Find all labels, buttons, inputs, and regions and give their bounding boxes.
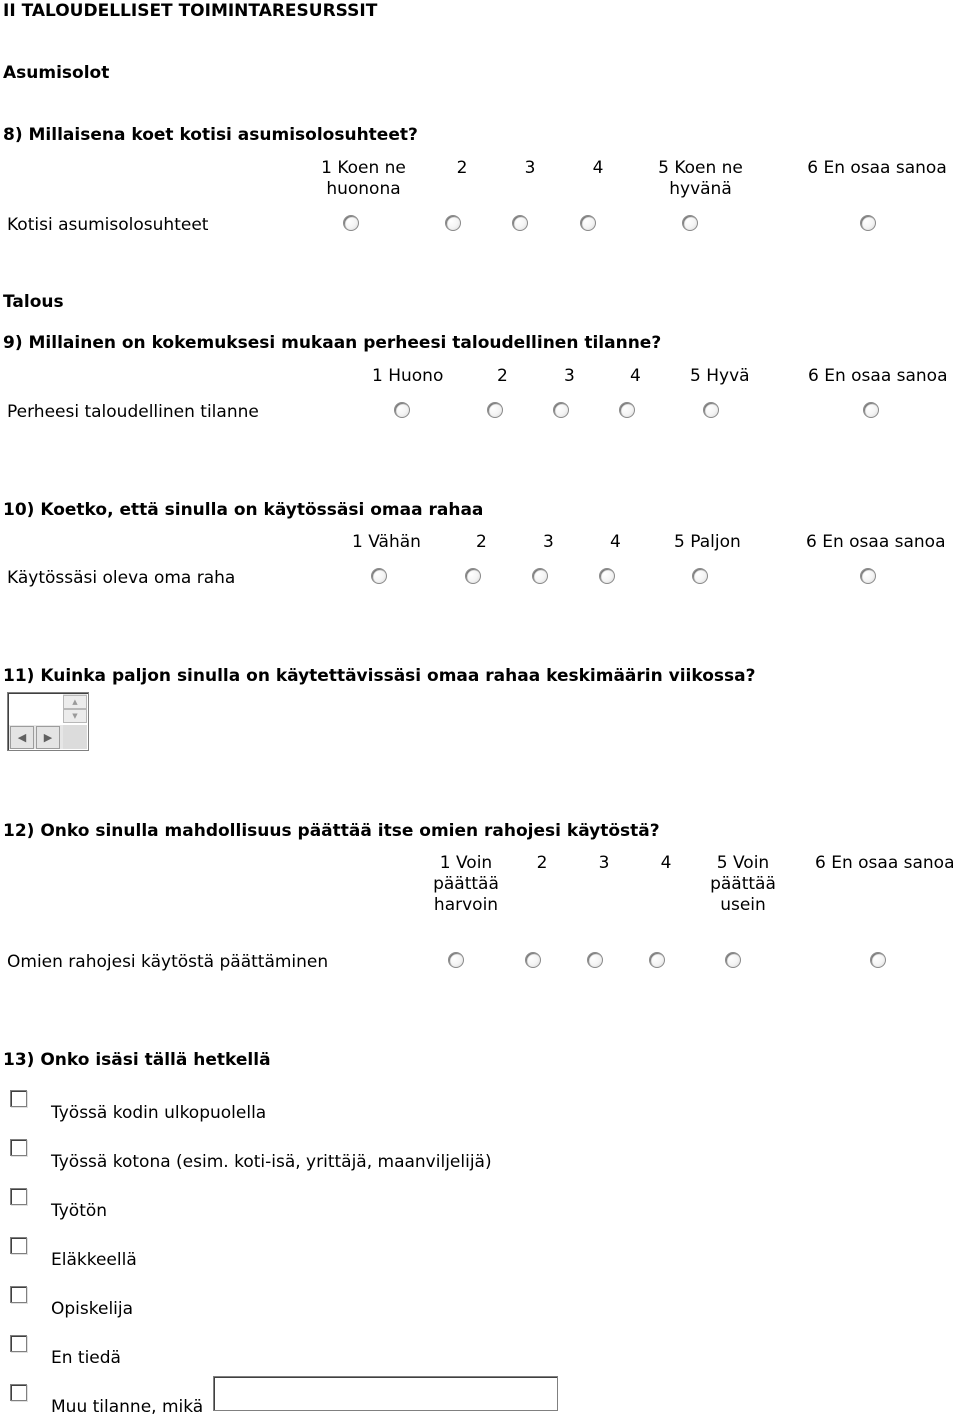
q12-row-label: Omien rahojesi käytöstä päättäminen: [7, 952, 329, 972]
q9-radio-3[interactable]: [553, 402, 569, 418]
q13-checkbox-3[interactable]: [10, 1188, 27, 1205]
q12-scale-5: 5 Voin päättää usein: [710, 853, 776, 915]
q13-option-7: Muu tilanne, mikä: [51, 1397, 204, 1417]
q12-scale-3: 3: [598, 853, 610, 873]
other-situation-input[interactable]: [213, 1376, 558, 1411]
q13-option-5: Opiskelija: [51, 1299, 134, 1319]
question-12: 12) Onko sinulla mahdollisuus päättää itse omien rahojesi käytöstä?: [3, 821, 660, 841]
q8-scale-5: 5 Koen ne hyvänä: [658, 158, 743, 199]
q9-radio-4[interactable]: [619, 402, 635, 418]
vertical-scrollbar[interactable]: [63, 694, 87, 723]
q9-scale-1: 1 Huono: [372, 366, 444, 386]
question-10: 10) Koetko, että sinulla on käytössäsi omaa rahaa: [3, 500, 484, 520]
q8-scale-3: 3: [524, 158, 536, 178]
q13-option-6: En tiedä: [51, 1348, 121, 1368]
arrow-down-icon[interactable]: ▼: [63, 709, 87, 723]
q9-radio-1[interactable]: [394, 402, 410, 418]
q10-radio-6[interactable]: [860, 568, 876, 584]
q9-scale-5: 5 Hyvä: [690, 366, 750, 386]
q9-scale-6: 6 En osaa sanoa: [808, 366, 948, 386]
q8-radio-2[interactable]: [445, 215, 461, 231]
q10-scale-2: 2: [476, 532, 487, 552]
q10-row-label: Käytössäsi oleva oma raha: [7, 568, 236, 588]
q10-scale-6: 6 En osaa sanoa: [806, 532, 946, 552]
q12-radio-3[interactable]: [587, 952, 603, 968]
arrow-up-icon[interactable]: ▲: [63, 695, 87, 709]
asumisolot-heading: Asumisolot: [3, 63, 110, 83]
q8-scale-4: 4: [592, 158, 604, 178]
q8-scale-1: 1 Koen ne huonona: [321, 158, 406, 199]
q8-radio-4[interactable]: [580, 215, 596, 231]
question-13: 13) Onko isäsi tällä hetkellä: [3, 1050, 271, 1070]
q10-radio-4[interactable]: [599, 568, 615, 584]
q8-radio-1[interactable]: [343, 215, 359, 231]
q12-radio-1[interactable]: [448, 952, 464, 968]
q8-radio-6[interactable]: [860, 215, 876, 231]
q12-radio-6[interactable]: [870, 952, 886, 968]
section-title: II TALOUDELLISET TOIMINTARESURSSIT: [3, 1, 378, 21]
amount-listbox[interactable]: [7, 692, 89, 751]
q13-option-2: Työssä kotona (esim. koti-isä, yrittäjä, maanviljelijä): [51, 1152, 492, 1172]
q10-scale-4: 4: [610, 532, 621, 552]
q13-checkbox-7[interactable]: [10, 1384, 27, 1401]
q9-radio-5[interactable]: [703, 402, 719, 418]
talous-heading: Talous: [3, 292, 64, 312]
q12-scale-6: 6 En osaa sanoa: [815, 853, 955, 873]
q8-scale-2: 2: [456, 158, 468, 178]
q10-scale-1: 1 Vähän: [352, 532, 421, 552]
q12-scale-2: 2: [536, 853, 548, 873]
q9-row-label: Perheesi taloudellinen tilanne: [7, 402, 259, 422]
q8-radio-3[interactable]: [512, 215, 528, 231]
q10-scale-3: 3: [543, 532, 554, 552]
q8-radio-5[interactable]: [682, 215, 698, 231]
q10-radio-5[interactable]: [692, 568, 708, 584]
q9-scale-2: 2: [497, 366, 508, 386]
q13-checkbox-1[interactable]: [10, 1090, 27, 1107]
arrow-left-icon[interactable]: ◀: [10, 726, 34, 749]
q9-radio-6[interactable]: [863, 402, 879, 418]
q9-scale-3: 3: [564, 366, 575, 386]
q10-radio-1[interactable]: [371, 568, 387, 584]
q13-option-3: Työtön: [51, 1201, 108, 1221]
q13-checkbox-2[interactable]: [10, 1139, 27, 1156]
q12-radio-5[interactable]: [725, 952, 741, 968]
horizontal-scrollbar[interactable]: [9, 725, 63, 749]
question-8: 8) Millaisena koet kotisi asumisolosuhteet?: [3, 125, 418, 145]
q9-scale-4: 4: [630, 366, 641, 386]
q13-option-1: Työssä kodin ulkopuolella: [51, 1103, 267, 1123]
scrollbar-corner: [63, 725, 87, 749]
q10-scale-5: 5 Paljon: [674, 532, 741, 552]
q12-scale-4: 4: [660, 853, 672, 873]
q8-scale-6: 6 En osaa sanoa: [807, 158, 947, 178]
q12-radio-2[interactable]: [525, 952, 541, 968]
q10-radio-3[interactable]: [532, 568, 548, 584]
q9-radio-2[interactable]: [487, 402, 503, 418]
q8-row-label: Kotisi asumisolosuhteet: [7, 215, 209, 235]
q13-checkbox-6[interactable]: [10, 1335, 27, 1352]
question-9: 9) Millainen on kokemuksesi mukaan perheesi taloudellinen tilanne?: [3, 333, 662, 353]
question-11: 11) Kuinka paljon sinulla on käytettävissäsi omaa rahaa keskimäärin viikossa?: [3, 666, 756, 686]
q12-radio-4[interactable]: [649, 952, 665, 968]
q13-checkbox-5[interactable]: [10, 1286, 27, 1303]
q13-option-4: Eläkkeellä: [51, 1250, 137, 1270]
q12-scale-1: 1 Voin päättää harvoin: [433, 853, 499, 915]
q10-radio-2[interactable]: [465, 568, 481, 584]
arrow-right-icon[interactable]: ▶: [36, 726, 60, 749]
q13-checkbox-4[interactable]: [10, 1237, 27, 1254]
